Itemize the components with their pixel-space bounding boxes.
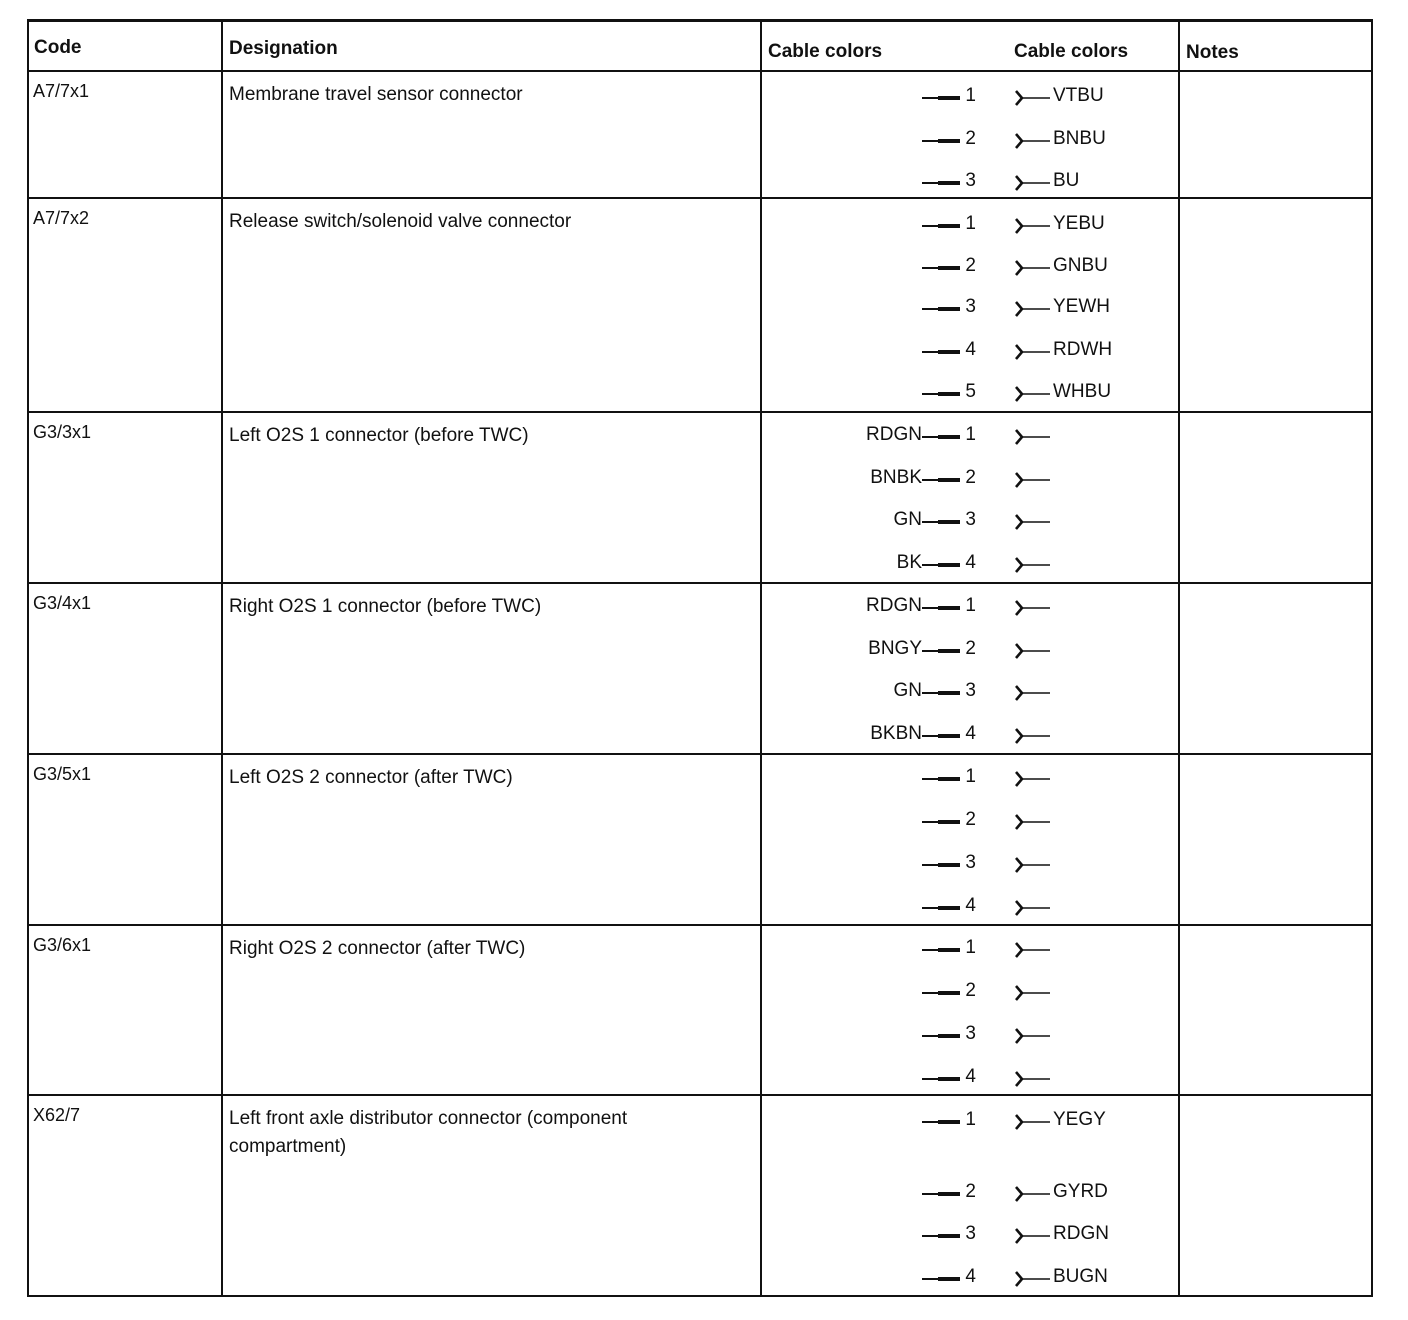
pin-number: 1	[965, 1109, 976, 1130]
plug-pin-icon	[922, 607, 960, 609]
plug-pin-icon	[922, 351, 960, 353]
component-designation: Membrane travel sensor connector	[229, 84, 523, 105]
socket-icon	[1014, 132, 1050, 150]
header-cable-colors-right: Cable colors	[1014, 41, 1129, 62]
connector-pin	[762, 892, 1162, 922]
component-code: G3/4x1	[33, 593, 92, 613]
socket-icon	[1014, 428, 1050, 446]
connector-pin	[762, 934, 1162, 964]
connector-pin	[762, 82, 1162, 112]
connector-pin	[762, 977, 1162, 1007]
component-code: G3/6x1	[33, 935, 92, 955]
connector-pin	[762, 1263, 1162, 1293]
connector-pin	[762, 1220, 1162, 1250]
plug-pin-icon	[922, 393, 960, 395]
cable-color-right: BNBU	[1053, 128, 1106, 149]
plug-pin-icon	[922, 1278, 960, 1280]
row-rule	[27, 924, 1373, 926]
socket-icon	[1014, 89, 1050, 107]
connector-pin	[762, 1106, 1162, 1136]
plug-pin-icon	[922, 949, 960, 951]
socket-icon	[1014, 1070, 1050, 1088]
connector-pin	[762, 635, 1162, 665]
component-designation: Right O2S 2 connector (after TWC)	[229, 938, 526, 959]
socket-icon	[1014, 385, 1050, 403]
socket-icon	[1014, 984, 1050, 1002]
pin-number: 3	[965, 509, 976, 530]
connector-pin	[762, 293, 1162, 323]
plug-pin-icon	[922, 1235, 960, 1237]
connector-table	[27, 19, 1373, 1297]
header-notes: Notes	[1186, 42, 1239, 63]
socket-icon	[1014, 1027, 1050, 1045]
socket-icon	[1014, 642, 1050, 660]
connector-pin	[762, 1063, 1162, 1093]
socket-icon	[1014, 899, 1050, 917]
cable-color-left: RDGN	[866, 595, 922, 616]
component-designation: Right O2S 1 connector (before TWC)	[229, 596, 542, 617]
socket-icon	[1014, 556, 1050, 574]
pin-number: 4	[965, 1266, 976, 1287]
cable-color-right: GNBU	[1053, 255, 1108, 276]
cable-color-right: BUGN	[1053, 1266, 1108, 1287]
socket-icon	[1014, 599, 1050, 617]
pin-number: 3	[965, 296, 976, 317]
row-rule	[27, 197, 1373, 199]
pin-number: 4	[965, 339, 976, 360]
cable-color-left: BNBK	[870, 467, 922, 488]
component-code: G3/3x1	[33, 422, 92, 442]
pin-number: 1	[965, 595, 976, 616]
header-cable-colors-left: Cable colors	[768, 41, 883, 62]
component-designation: Left O2S 2 connector (after TWC)	[229, 767, 513, 788]
connector-pin	[762, 252, 1162, 282]
plug-pin-icon	[922, 436, 960, 438]
socket-icon	[1014, 941, 1050, 959]
connector-pin	[762, 506, 1162, 536]
socket-icon	[1014, 770, 1050, 788]
socket-icon	[1014, 1185, 1050, 1203]
pin-number: 2	[965, 467, 976, 488]
pin-number: 4	[965, 895, 976, 916]
divider-notes	[1178, 19, 1180, 1297]
socket-icon	[1014, 684, 1050, 702]
cable-color-left: GN	[893, 680, 922, 701]
pin-number: 2	[965, 980, 976, 1001]
plug-pin-icon	[922, 735, 960, 737]
plug-pin-icon	[922, 1035, 960, 1037]
component-designation: Left front axle distributor connector (component compartment)	[229, 1108, 628, 1157]
pin-number: 2	[965, 128, 976, 149]
row-rule	[27, 1094, 1373, 1096]
cable-color-right: GYRD	[1053, 1181, 1108, 1202]
pin-number: 2	[965, 638, 976, 659]
pin-number: 3	[965, 170, 976, 191]
pin-number: 1	[965, 766, 976, 787]
connector-pin	[762, 720, 1162, 750]
row-rule	[27, 753, 1373, 755]
cable-color-right: RDGN	[1053, 1223, 1109, 1244]
pin-number: 1	[965, 424, 976, 445]
plug-pin-icon	[922, 821, 960, 823]
cable-color-right: YEGY	[1053, 1109, 1106, 1130]
pin-number: 4	[965, 1066, 976, 1087]
component-code: A7/7x2	[33, 208, 90, 228]
connector-pin	[762, 167, 1162, 197]
pin-number: 1	[965, 213, 976, 234]
cable-color-right: VTBU	[1053, 85, 1104, 106]
connector-pin	[762, 677, 1162, 707]
socket-icon	[1014, 471, 1050, 489]
plug-pin-icon	[922, 864, 960, 866]
cable-color-right: YEWH	[1053, 296, 1110, 317]
pin-number: 4	[965, 552, 976, 573]
cable-color-right: BU	[1053, 170, 1080, 191]
cable-color-left: BK	[896, 552, 922, 573]
cable-color-right: WHBU	[1053, 381, 1112, 402]
row-rule	[27, 582, 1373, 584]
plug-pin-icon	[922, 479, 960, 481]
connector-pin	[762, 378, 1162, 408]
plug-pin-icon	[922, 1121, 960, 1123]
connector-pin	[762, 421, 1162, 451]
table-header	[27, 19, 1373, 75]
connector-pin	[762, 464, 1162, 494]
cable-color-left: RDGN	[866, 424, 922, 445]
pin-number: 2	[965, 255, 976, 276]
connector-pin	[762, 1178, 1162, 1208]
pin-number: 3	[965, 1023, 976, 1044]
cable-color-left: GN	[893, 509, 922, 530]
connector-pin	[762, 336, 1162, 366]
plug-pin-icon	[922, 267, 960, 269]
component-code: G3/5x1	[33, 764, 92, 784]
plug-pin-icon	[922, 521, 960, 523]
header-designation: Designation	[229, 38, 338, 59]
connector-pin	[762, 849, 1162, 879]
pin-number: 5	[965, 381, 976, 402]
component-code: X62/7	[33, 1105, 81, 1125]
pin-number: 4	[965, 723, 976, 744]
header-rule	[27, 70, 1373, 72]
socket-icon	[1014, 300, 1050, 318]
pin-number: 1	[965, 85, 976, 106]
socket-icon	[1014, 1113, 1050, 1131]
pin-number: 3	[965, 680, 976, 701]
pin-number: 1	[965, 937, 976, 958]
socket-icon	[1014, 1227, 1050, 1245]
socket-icon	[1014, 343, 1050, 361]
pin-number: 3	[965, 852, 976, 873]
socket-icon	[1014, 174, 1050, 192]
socket-icon	[1014, 813, 1050, 831]
plug-pin-icon	[922, 225, 960, 227]
plug-pin-icon	[922, 1078, 960, 1080]
component-designation: Left O2S 1 connector (before TWC)	[229, 425, 529, 446]
socket-icon	[1014, 856, 1050, 874]
row-rule	[27, 411, 1373, 413]
pin-number: 3	[965, 1223, 976, 1244]
plug-pin-icon	[922, 650, 960, 652]
divider-code	[221, 19, 223, 1297]
connector-pin	[762, 1020, 1162, 1050]
plug-pin-icon	[922, 992, 960, 994]
connector-pin	[762, 592, 1162, 622]
connector-pin	[762, 763, 1162, 793]
plug-pin-icon	[922, 97, 960, 99]
socket-icon	[1014, 727, 1050, 745]
socket-icon	[1014, 217, 1050, 235]
component-designation: Release switch/solenoid valve connector	[229, 211, 572, 232]
pin-number: 2	[965, 809, 976, 830]
pin-number: 2	[965, 1181, 976, 1202]
plug-pin-icon	[922, 1193, 960, 1195]
plug-pin-icon	[922, 692, 960, 694]
connector-pin	[762, 549, 1162, 579]
connector-pin	[762, 125, 1162, 155]
socket-icon	[1014, 1270, 1050, 1288]
plug-pin-icon	[922, 182, 960, 184]
plug-pin-icon	[922, 140, 960, 142]
socket-icon	[1014, 513, 1050, 531]
component-code: A7/7x1	[33, 81, 90, 101]
connector-pin	[762, 210, 1162, 240]
plug-pin-icon	[922, 907, 960, 909]
socket-icon	[1014, 259, 1050, 277]
plug-pin-icon	[922, 564, 960, 566]
plug-pin-icon	[922, 308, 960, 310]
cable-color-left: BNGY	[868, 638, 922, 659]
connector-pin	[762, 806, 1162, 836]
cable-color-right: YEBU	[1053, 213, 1105, 234]
cable-color-right: RDWH	[1053, 339, 1113, 360]
header-code: Code	[34, 37, 82, 58]
cable-color-left: BKBN	[870, 723, 922, 744]
plug-pin-icon	[922, 778, 960, 780]
